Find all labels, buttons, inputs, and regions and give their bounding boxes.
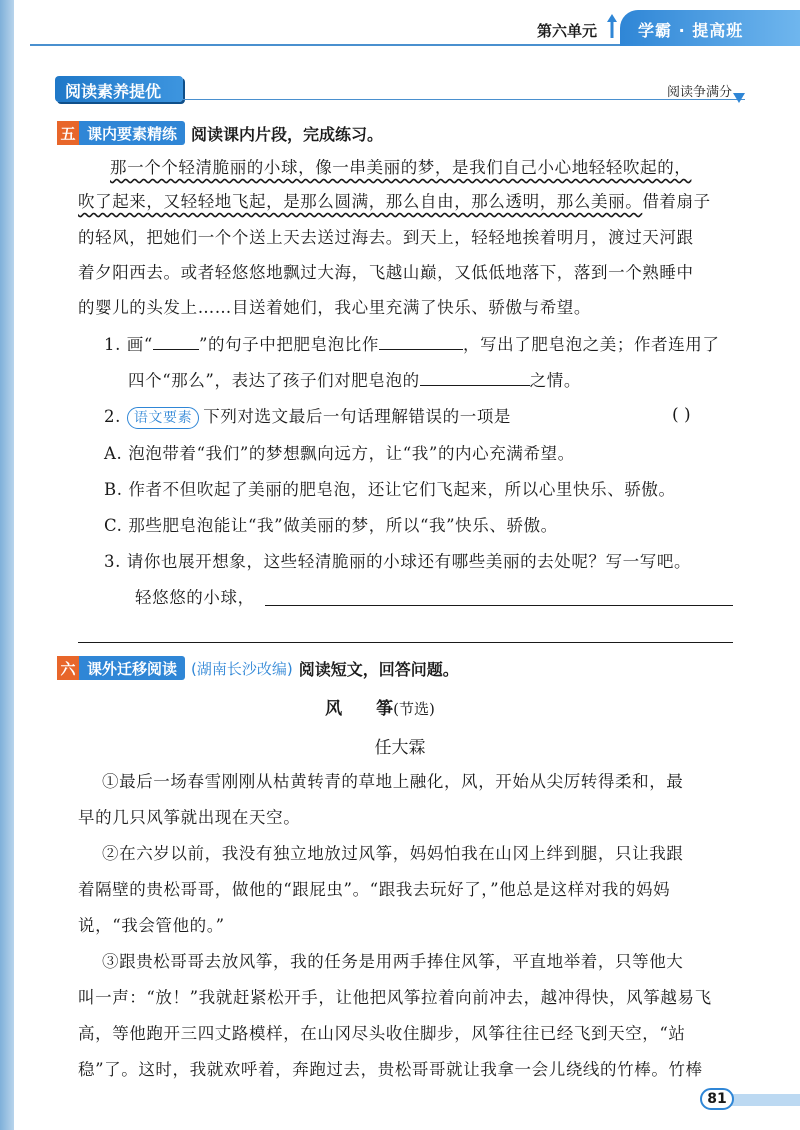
article-author: 任大霖 [374, 738, 426, 758]
passage-wavy-text: 吹了起来，又轻轻地飞起，是那么圆满，那么自由，那么透明，那么美丽。 [78, 192, 643, 211]
question-3: 3. 请你也展开想象，这些轻清脆丽的小球还有哪些美丽的去处呢？写一写吧。 [104, 552, 692, 571]
article-title-note: (节选) [393, 700, 435, 718]
paragraph-line: ②在六岁以前，我没有独立地放过风筝，妈妈怕我在山冈上绊到腿，只让我跟 [102, 844, 684, 863]
q1-text: ，写出了肥皂泡之美；作者连用了 [462, 335, 720, 354]
section-right-label: 阅读争满分 [666, 85, 732, 100]
paragraph-line: 说，“我会管他的。” [78, 916, 225, 935]
paragraph-line: 稳”了。这时，我就欢呼着，奔跑过去，贵松哥哥就让我拿一会儿绕线的竹棒。竹棒 [78, 1060, 703, 1079]
q2-text: 下列对选文最后一句话理解错误的一项是 [203, 407, 512, 426]
passage-line: 的婴儿的头发上……目送着她们，我心里充满了快乐、骄傲与希望。 [78, 298, 591, 317]
q1-blank-2[interactable] [379, 332, 463, 350]
question-number: 六 [57, 656, 79, 680]
question-1 [104, 332, 719, 357]
question-3-prompt: 轻悠悠的小球， [135, 588, 255, 607]
option-a[interactable]: A. 泡泡带着“我们”的梦想飘向远方，让“我”的内心充满希望。 [104, 444, 575, 463]
passage-line [78, 190, 711, 214]
article-title [0, 694, 780, 719]
triangle-icon [733, 93, 745, 103]
option-b[interactable]: B. 作者不但吹起了美丽的肥皂泡，还让它们飞起来，所以心里快乐、骄傲。 [104, 480, 676, 499]
page-number-area [690, 1088, 800, 1110]
passage-wavy-text: 那一个个轻清脆丽的小球，像一串美丽的梦，是我们自己小心地轻轻吹起的， [110, 158, 692, 177]
arrow-up-icon [606, 12, 618, 40]
answer-line-2[interactable] [78, 642, 733, 643]
question-source: (湖南长沙改编) [191, 659, 293, 678]
q1-blank-1[interactable] [153, 332, 199, 350]
passage-line [110, 156, 691, 180]
page-number-bar [730, 1094, 800, 1106]
paragraph-line: 着隔壁的贵松哥哥，做他的“跟屁虫”。“跟我去玩好了，”他总是这样对我的妈妈 [78, 880, 671, 899]
question-2 [104, 405, 511, 429]
section-title: 阅读素养提优 [65, 82, 162, 101]
q1-text: 之情。 [529, 371, 581, 390]
paragraph-line: ①最后一场春雪刚刚从枯黄转青的草地上融化，风，开始从尖厉转得柔和，最 [102, 772, 684, 791]
article-title-text: 风 筝 [325, 699, 394, 719]
answer-bracket[interactable]: ( ) [672, 405, 691, 425]
q2-number: 2. [104, 407, 121, 426]
q1-blank-3[interactable] [420, 368, 530, 386]
question-5-heading [57, 120, 383, 146]
section-rule [183, 99, 745, 100]
question-number: 五 [57, 121, 79, 145]
q2-tag: 语文要素 [127, 407, 199, 429]
page-header [0, 0, 800, 52]
question-tag: 课外迁移阅读 [79, 656, 185, 680]
passage-line: 的轻风，把她们一个个送上天去送过海去。到天上，轻轻地挨着明月，渡过天河跟 [78, 228, 694, 247]
q1-text: 1. 画“ [104, 335, 153, 354]
q1-text: ”的句子中把肥皂泡比作 [198, 335, 379, 354]
binding-stripe [0, 0, 14, 1130]
passage-line: 着夕阳西去。或者轻悠悠地飘过大海，飞越山巅，又低低地落下，落到一个熟睡中 [78, 263, 694, 282]
paragraph-line: ③跟贵松哥哥去放风筝，我的任务是用两手捧住风筝，平直地举着，只等他大 [102, 952, 684, 971]
question-instruction: 阅读课内片段，完成练习。 [191, 124, 384, 144]
unit-label: 第六单元 [537, 22, 598, 40]
brand-tab [620, 10, 800, 46]
question-6-heading [57, 655, 459, 681]
question-tag: 课内要素精练 [79, 121, 185, 145]
brand-name: 学霸 · 提高班 [638, 21, 744, 40]
option-c[interactable]: C. 那些肥皂泡能让“我”做美丽的梦，所以“我”快乐、骄傲。 [104, 516, 558, 535]
paragraph-line: 叫一声：“放！”我就赶紧松开手，让他把风筝拉着向前冲去，越冲得快，风筝越易飞 [78, 988, 712, 1007]
passage-text: 借着扇子 [642, 192, 711, 211]
paragraph-line: 高，等他跑开三四丈路模样，在山冈尽头收住脚步，风筝往往已经飞到天空，“站 [78, 1024, 686, 1043]
answer-line-1[interactable] [265, 605, 733, 606]
question-1-cont [128, 368, 581, 393]
section-banner [55, 76, 183, 102]
question-instruction: 阅读短文，回答问题。 [298, 659, 459, 679]
q1-text: 四个“那么”，表达了孩子们对肥皂泡的 [128, 371, 420, 390]
page-number: 81 [700, 1088, 734, 1110]
paragraph-line: 早的几只风筝就出现在天空。 [78, 808, 301, 827]
